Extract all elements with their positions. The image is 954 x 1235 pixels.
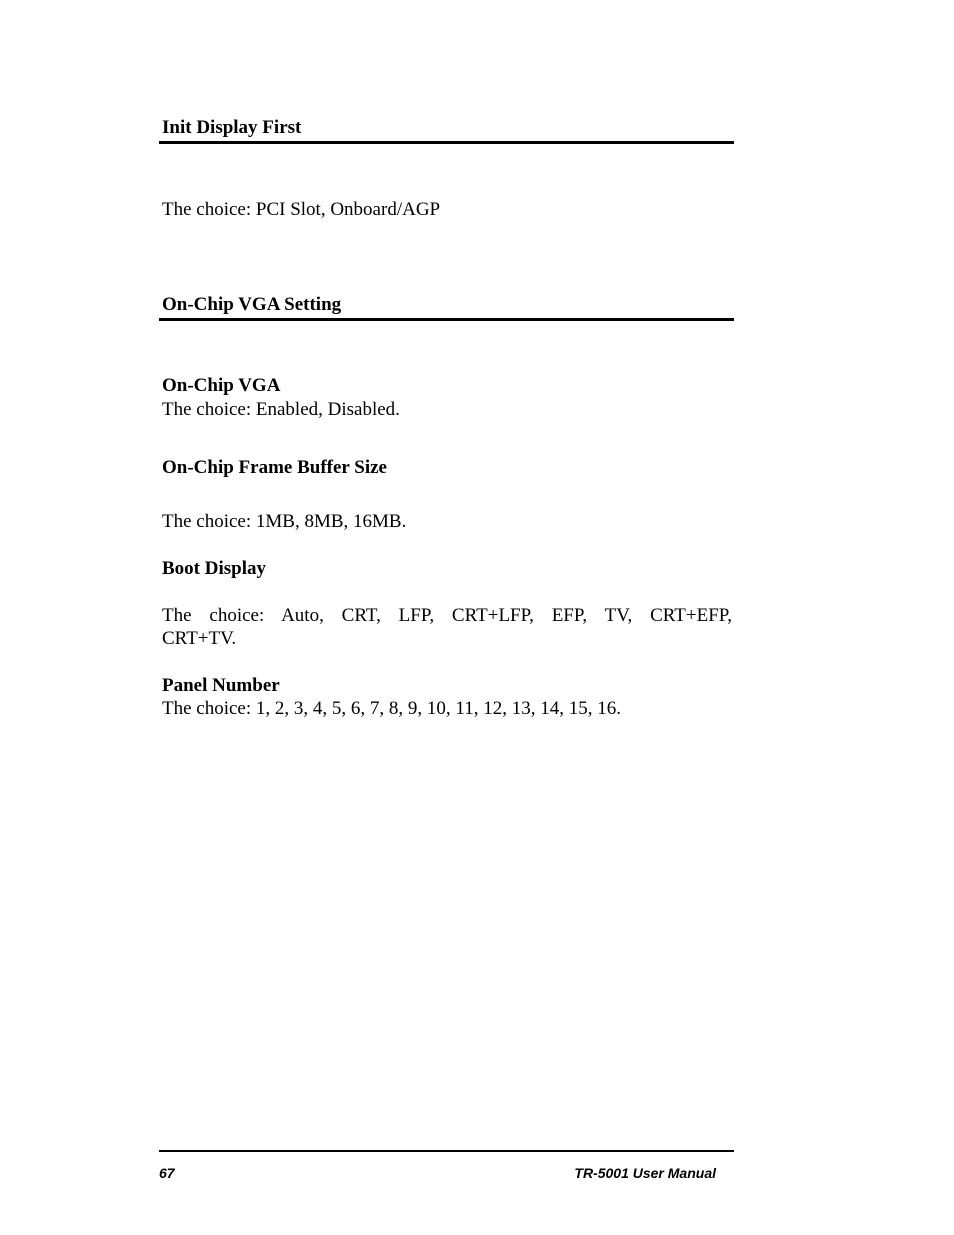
panel-number-label: Panel Number [162,675,280,696]
onchip-vga-choice: The choice: Enabled, Disabled. [162,399,400,420]
frame-buffer-size-label: On-Chip Frame Buffer Size [162,457,387,478]
init-display-first-heading: Init Display First [162,117,302,138]
footer-rule [159,1150,734,1152]
heading-rule [159,318,734,321]
boot-display-choice [162,604,732,650]
onchip-vga-label: On-Chip VGA [162,375,281,396]
init-display-choice: The choice: PCI Slot, Onboard/AGP [162,199,441,220]
boot-display-choice-line-1: The choice: Auto, CRT, LFP, CRT+LFP, EFP, TV, CRT+EFP, [162,605,732,626]
frame-buffer-size-choice: The choice: 1MB, 8MB, 16MB. [162,511,407,532]
boot-display-label: Boot Display [162,558,266,579]
panel-number-choice: The choice: 1, 2, 3, 4, 5, 6, 7, 8, 9, 10, 11, 12, 13, 14, 15, 16. [162,698,621,719]
manual-title: TR-5001 User Manual [574,1165,716,1181]
heading-rule [159,141,734,144]
boot-display-choice-line-2: CRT+TV. [162,628,237,649]
page-number: 67 [159,1165,175,1181]
onchip-vga-setting-heading: On-Chip VGA Setting [162,294,342,315]
